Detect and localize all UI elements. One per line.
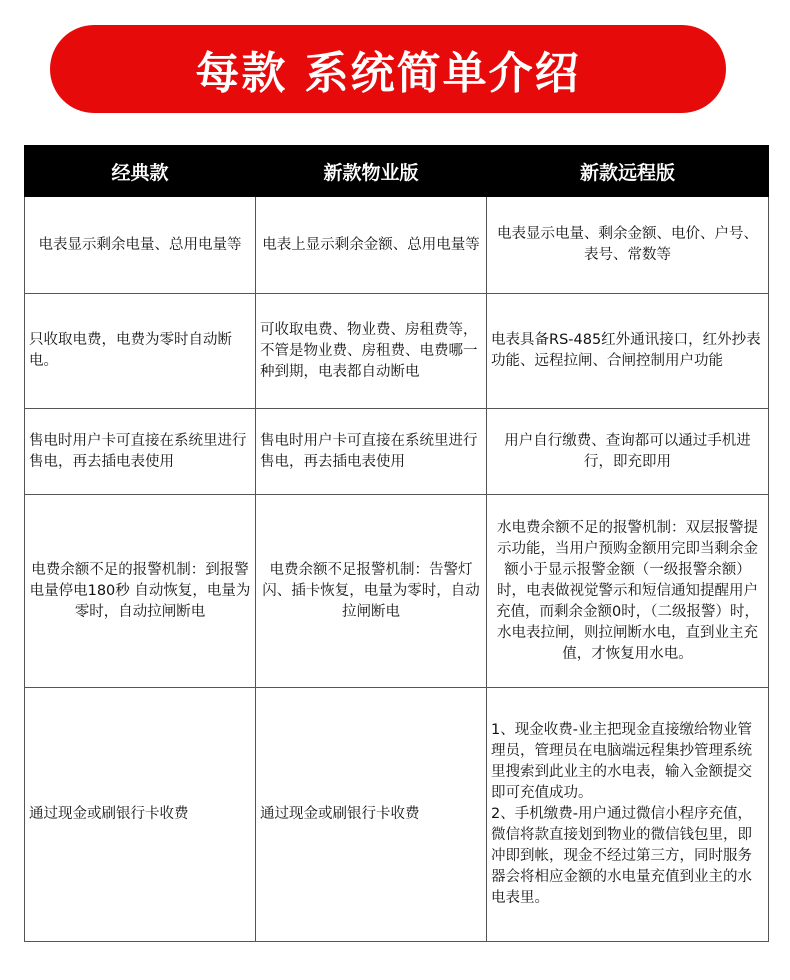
table-cell: 电表上显示剩余金额、总用电量等 [256,197,487,294]
table-cell: 售电时用户卡可直接在系统里进行售电，再去插电表使用 [256,409,487,495]
header-property: 新款物业版 [256,146,487,197]
table-cell: 电费余额不足报警机制：告警灯闪、插卡恢复，电量为零时，自动拉闸断电 [256,495,487,688]
table-cell: 可收取电费、物业费、房租费等，不管是物业费、房租费、电费哪一种到期，电表都自动断电 [256,294,487,409]
table-row [25,294,769,409]
table-row [25,688,769,942]
table-cell: 电费余额不足的报警机制：到报警电量停电180秒 自动恢复，电量为零时，自动拉闸断电 [25,495,256,688]
table-row [25,197,769,294]
table-header-row [25,146,769,197]
title-banner [50,25,726,113]
table-cell: 电表显示电量、剩余金额、电价、户号、表号、常数等 [487,197,769,294]
page-title: 每款 系统简单介绍 [195,48,581,99]
table-cell: 水电费余额不足的报警机制：双层报警提示功能，当用户预购金额用完即当剩余金额小于显示报警金额（一级报警余额）时，电表做视觉警示和短信通知提醒用户充值，而剩余金额0时，（二级报警）时，水电表拉闸，则拉闸断水电，直到业主充值，才恢复用水电。 [487,495,769,688]
table-row [25,495,769,688]
table-cell: 电表显示剩余电量、总用电量等 [25,197,256,294]
table-cell: 1、现金收费-业主把现金直接缴给物业管理员，管理员在电脑端远程集抄管理系统里搜索到此业主的水电表，输入金额提交即可充值成功。 2、手机缴费-用户通过微信小程序充值，微信将款直接划到物业的微信钱包里，即冲即到帐，现金不经过第三方，同时服务器会将相应金额的水电量充值到业主的水电表里。 [487,688,769,942]
table-row [25,409,769,495]
table-cell: 只收取电费，电费为零时自动断电。 [25,294,256,409]
header-classic: 经典款 [25,146,256,197]
comparison-table [24,145,769,942]
table-cell: 通过现金或刷银行卡收费 [25,688,256,942]
table-cell: 用户自行缴费、查询都可以通过手机进行，即充即用 [487,409,769,495]
header-remote: 新款远程版 [487,146,769,197]
table-cell: 售电时用户卡可直接在系统里进行售电，再去插电表使用 [25,409,256,495]
table-cell: 通过现金或刷银行卡收费 [256,688,487,942]
table-cell: 电表具备RS-485红外通讯接口，红外抄表功能、远程拉闸、合闸控制用户功能 [487,294,769,409]
